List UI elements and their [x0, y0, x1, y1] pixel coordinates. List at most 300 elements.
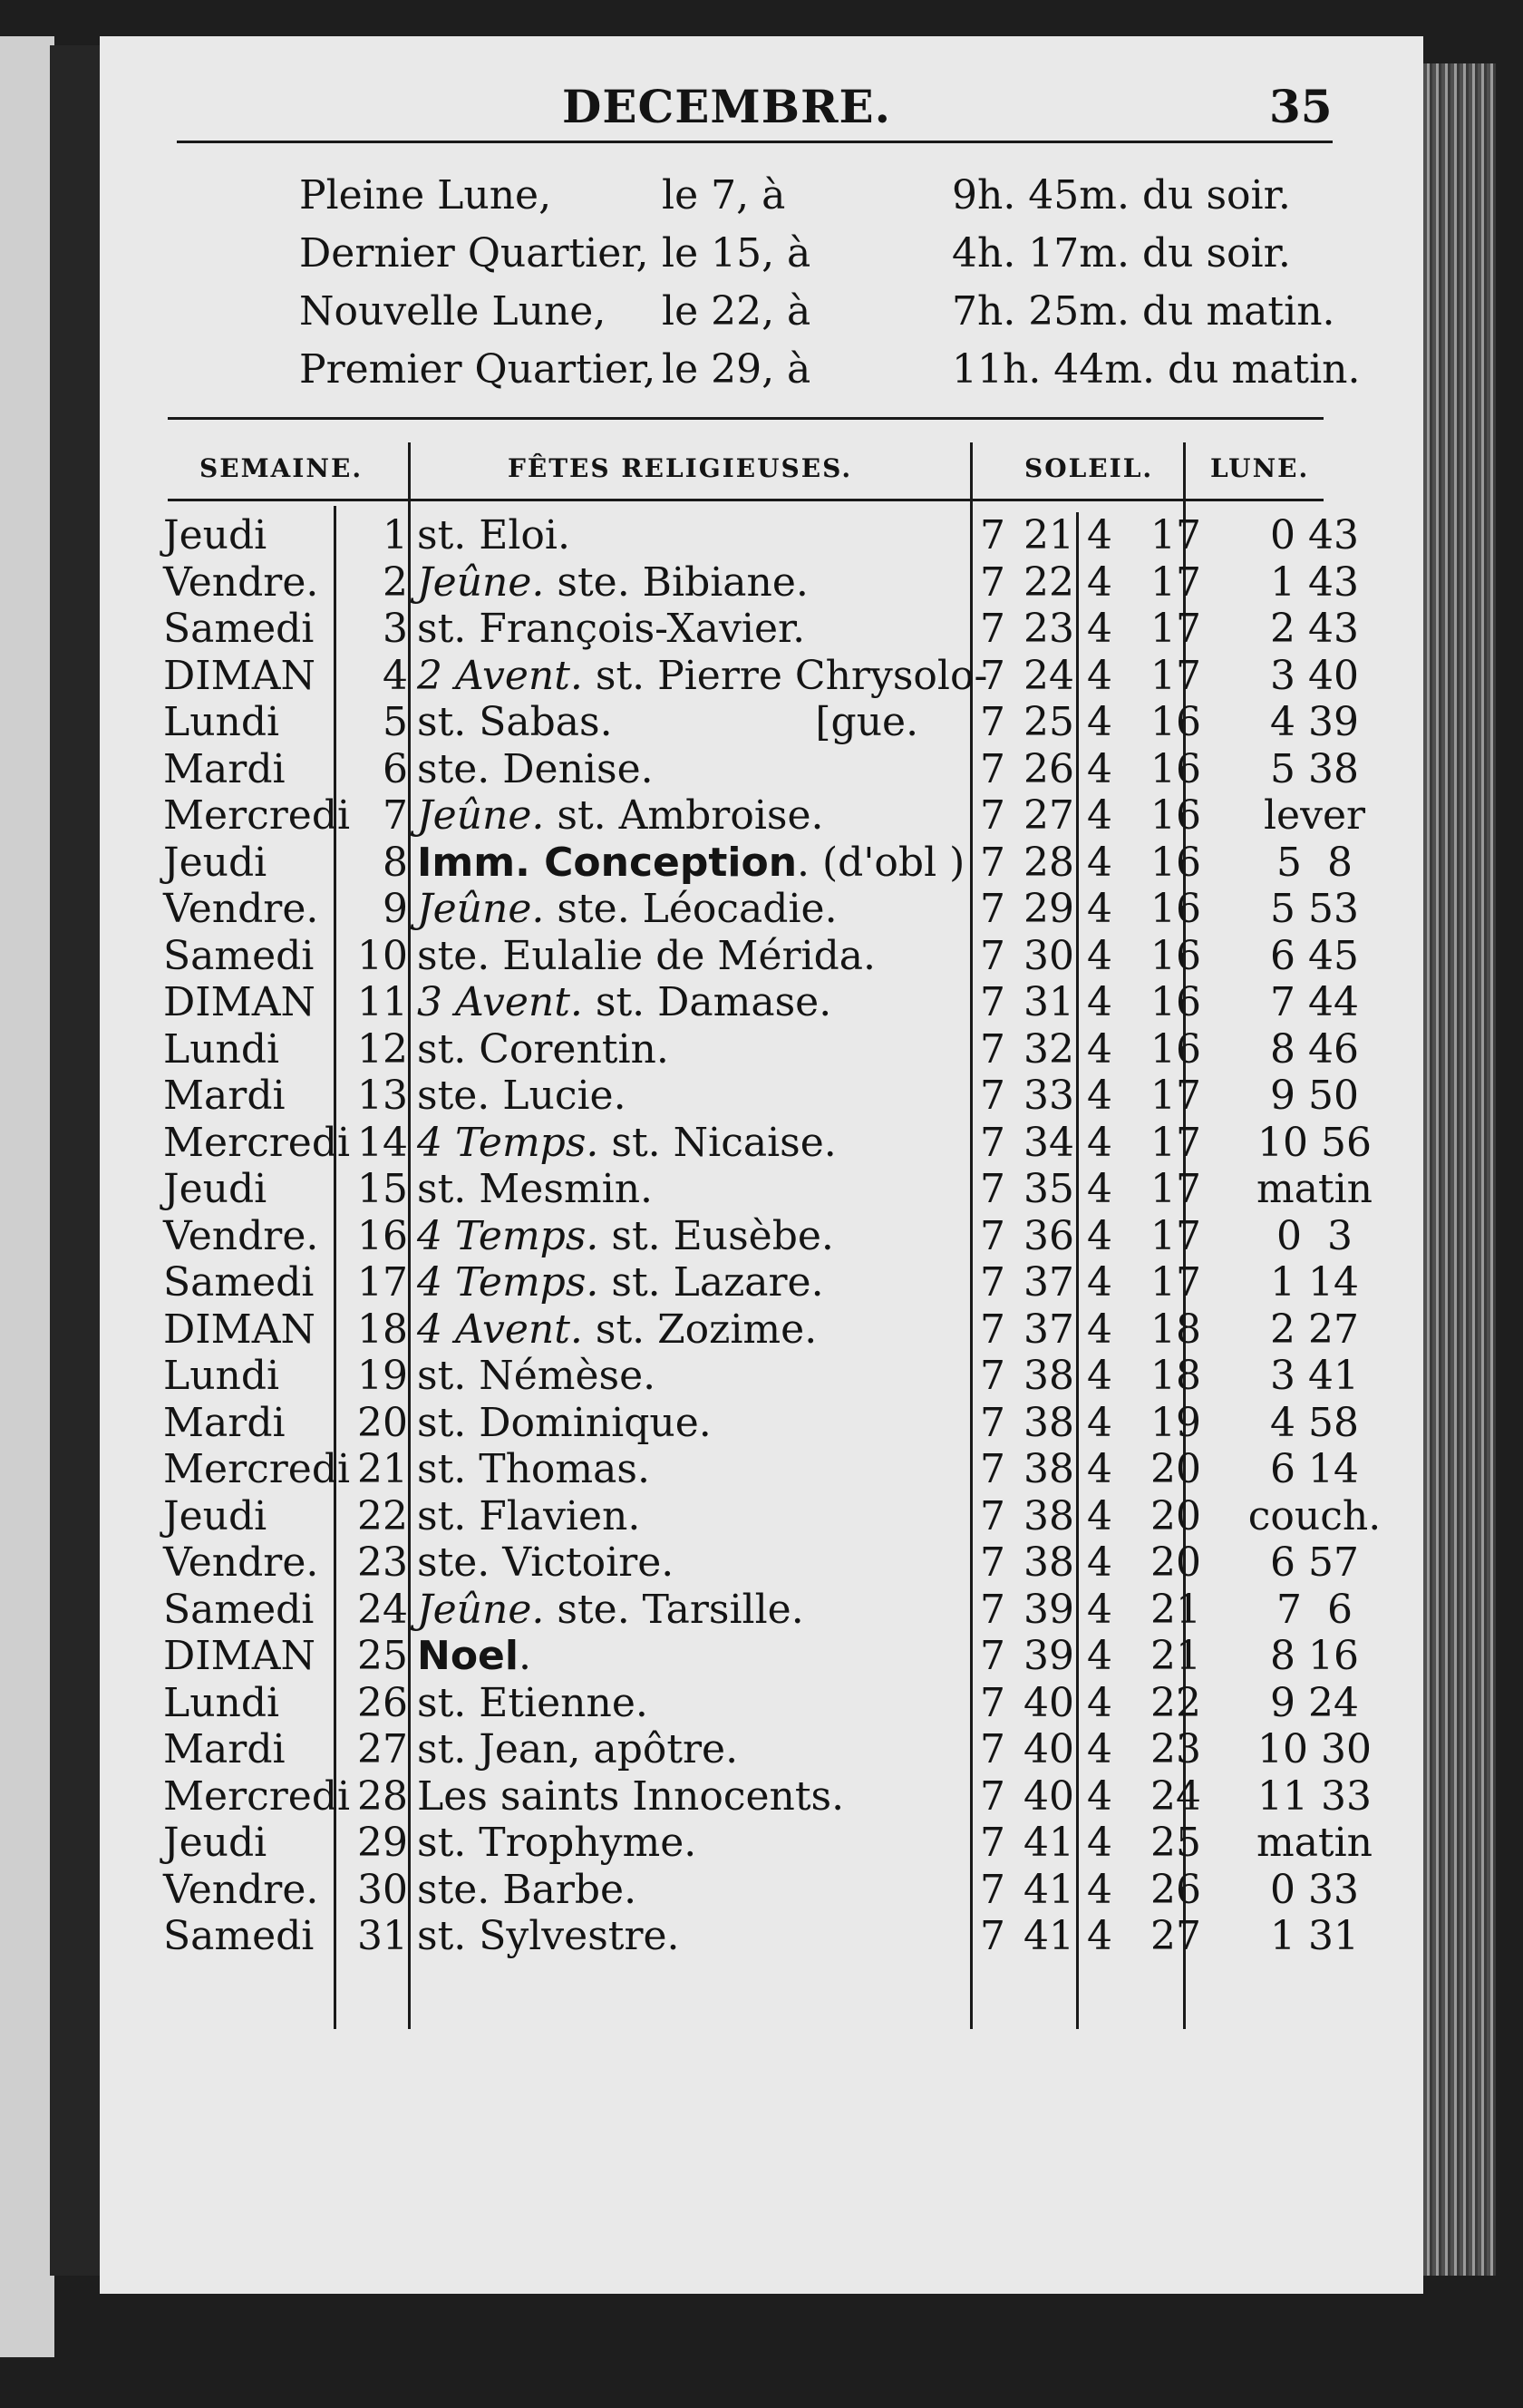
weekday: Jeudi [163, 512, 267, 558]
feast-text [417, 512, 570, 559]
moon-time: 2 27 [1270, 1306, 1359, 1353]
feast-name: Les saints Innocents. [417, 1772, 845, 1820]
sunset-hour: 4 [1087, 1259, 1112, 1306]
weekday: Lundi [163, 1025, 280, 1073]
moon-time: 7 6 [1276, 1586, 1353, 1633]
sunrise-hour: 7 [980, 1025, 1005, 1073]
day-number: 1 [383, 512, 408, 558]
calendar-row [100, 1026, 1423, 1073]
sunrise-minute: 38 [1023, 1446, 1074, 1492]
sunrise-minute: 40 [1023, 1726, 1074, 1772]
day-number: 5 [383, 699, 408, 745]
day-number: 7 [383, 792, 408, 839]
calendar-row [100, 1400, 1423, 1447]
sunrise-hour: 7 [980, 1119, 1005, 1166]
sunset-hour: 4 [1087, 932, 1112, 979]
calendar-row [100, 792, 1423, 840]
weekday: Vendre. [163, 1212, 319, 1259]
feast-text [417, 606, 805, 653]
sunset-minute: 17 [1150, 512, 1201, 558]
feast-prefix: Jeûne. [417, 792, 545, 839]
sunrise-minute: 39 [1023, 1633, 1074, 1679]
feast-name: st. Eusèbe. [611, 1212, 834, 1259]
moon-time: 7 44 [1270, 979, 1359, 1025]
sunset-minute: 17 [1150, 1073, 1201, 1119]
feast-name: st. Nicaise. [611, 1119, 837, 1166]
feast-text [417, 1213, 834, 1260]
sunrise-hour: 7 [980, 1866, 1005, 1913]
sunset-hour: 4 [1087, 1679, 1112, 1726]
feast-name: ste. Victoire. [417, 1539, 674, 1586]
feast-name: st. François-Xavier. [417, 606, 806, 652]
sunset-minute: 21 [1150, 1633, 1201, 1679]
calendar-row [100, 1306, 1423, 1354]
day-number: 16 [357, 1212, 408, 1259]
sunset-minute: 20 [1150, 1539, 1201, 1586]
moon-time: couch. [1247, 1492, 1382, 1539]
calendar-row [100, 1587, 1423, 1634]
sunset-minute: 17 [1150, 1259, 1201, 1306]
sunrise-hour: 7 [980, 1492, 1005, 1539]
calendar-row [100, 1259, 1423, 1306]
moon-time: 10 56 [1257, 1119, 1372, 1166]
calendar-row [100, 1867, 1423, 1914]
day-number: 28 [357, 1772, 408, 1820]
sunrise-minute: 33 [1023, 1073, 1074, 1119]
moon-time: 3 40 [1270, 652, 1359, 699]
weekday: Samedi [163, 932, 315, 979]
weekday: Mardi [163, 1726, 286, 1772]
sunrise-hour: 7 [980, 1633, 1005, 1679]
day-number: 3 [383, 606, 408, 652]
moon-time: matin [1256, 1820, 1373, 1866]
day-number: 14 [357, 1119, 408, 1166]
feast-text [417, 1073, 626, 1120]
weekday: Mercredi [163, 792, 351, 839]
sunrise-minute: 41 [1023, 1913, 1074, 1959]
calendar-row [100, 559, 1423, 607]
day-number: 26 [357, 1679, 408, 1726]
moon-time: 5 8 [1276, 839, 1353, 886]
day-number: 22 [357, 1492, 408, 1539]
sunset-minute: 17 [1150, 558, 1201, 606]
weekday: Mardi [163, 745, 286, 792]
sunset-minute: 17 [1150, 1166, 1201, 1212]
sunrise-minute: 35 [1023, 1166, 1074, 1212]
sunrise-hour: 7 [980, 558, 1005, 606]
day-number: 9 [383, 886, 408, 932]
sunrise-hour: 7 [980, 1353, 1005, 1399]
sunrise-hour: 7 [980, 1820, 1005, 1866]
weekday: Mercredi [163, 1446, 351, 1492]
feast-name: st. Sabas. [gue. [417, 699, 919, 745]
calendar-row [100, 1820, 1423, 1867]
feast-text [417, 1166, 653, 1213]
feast-name: st. Lazare. [611, 1259, 824, 1306]
moon-time: matin [1256, 1166, 1373, 1212]
sunset-minute: 16 [1150, 745, 1201, 792]
sunrise-minute: 22 [1023, 558, 1074, 606]
day-number: 6 [383, 745, 408, 792]
calendar-page [100, 36, 1423, 2294]
sunrise-hour: 7 [980, 1586, 1005, 1633]
weekday: Mardi [163, 1399, 286, 1446]
feast-text [417, 840, 965, 887]
moon-time: 6 14 [1270, 1446, 1359, 1492]
weekday: Samedi [163, 606, 315, 652]
moon-time: 2 43 [1270, 606, 1359, 652]
sunset-hour: 4 [1087, 1772, 1112, 1820]
sunset-hour: 4 [1087, 652, 1112, 699]
sunrise-minute: 32 [1023, 1025, 1074, 1073]
feast-text [417, 979, 831, 1026]
calendar-row [100, 1493, 1423, 1540]
calendar-row [100, 512, 1423, 559]
feast-text [417, 1680, 648, 1727]
book-spine [50, 45, 100, 2276]
sunrise-minute: 34 [1023, 1119, 1074, 1166]
sunrise-minute: 31 [1023, 979, 1074, 1025]
feast-text [417, 1353, 655, 1400]
weekday: DIMAN [163, 1633, 315, 1679]
calendar-row [100, 699, 1423, 746]
sunset-hour: 4 [1087, 1353, 1112, 1399]
feast-name: st. Pierre Chrysolo- [595, 652, 988, 699]
weekday: Samedi [163, 1259, 315, 1306]
sunrise-hour: 7 [980, 652, 1005, 699]
feast-text [417, 1400, 712, 1447]
feast-text [417, 1587, 804, 1634]
phase-time: 4h. 17m. du soir. [952, 230, 1291, 277]
sunset-minute: 22 [1150, 1679, 1201, 1726]
feast-text [417, 1120, 837, 1167]
feast-name: st. Damase. [595, 979, 832, 1025]
moon-time: 3 41 [1270, 1353, 1359, 1399]
sunset-hour: 4 [1087, 1726, 1112, 1772]
feast-prefix: Jeûne. [417, 1586, 545, 1633]
weekday: Lundi [163, 1679, 280, 1726]
sunset-minute: 27 [1150, 1913, 1201, 1959]
sunset-hour: 4 [1087, 792, 1112, 839]
sunrise-hour: 7 [980, 886, 1005, 932]
phase-time: 7h. 25m. du matin. [952, 288, 1335, 335]
calendar-row [100, 1073, 1423, 1120]
day-number: 12 [357, 1025, 408, 1073]
sunset-minute: 23 [1150, 1726, 1201, 1772]
weekday: Vendre. [163, 558, 319, 606]
sunset-minute: 25 [1150, 1820, 1201, 1866]
sunrise-hour: 7 [980, 932, 1005, 979]
phase-date: le 15, à [662, 230, 811, 277]
page-number: 35 [1269, 80, 1333, 133]
sunrise-hour: 7 [980, 1166, 1005, 1212]
sunrise-hour: 7 [980, 1446, 1005, 1492]
sunrise-minute: 38 [1023, 1492, 1074, 1539]
feast-name: st. Eloi. [417, 512, 570, 558]
moon-time: 0 3 [1276, 1212, 1353, 1259]
day-number: 2 [383, 558, 408, 606]
weekday: Jeudi [163, 1492, 267, 1539]
feast-text [417, 1493, 640, 1540]
weekday: Jeudi [163, 1820, 267, 1866]
day-number: 8 [383, 839, 408, 886]
sunrise-hour: 7 [980, 792, 1005, 839]
moon-time: 5 38 [1270, 745, 1359, 792]
weekday: Vendre. [163, 886, 319, 932]
calendar-row [100, 1726, 1423, 1773]
sunrise-hour: 7 [980, 1259, 1005, 1306]
calendar-row [100, 840, 1423, 887]
weekday: Vendre. [163, 1866, 319, 1913]
calendar-row [100, 1633, 1423, 1680]
feast-text [417, 933, 876, 980]
sunrise-minute: 26 [1023, 745, 1074, 792]
day-number: 21 [357, 1446, 408, 1492]
feast-name: st. Némèse. [417, 1353, 656, 1399]
sunset-hour: 4 [1087, 1633, 1112, 1679]
sunrise-minute: 38 [1023, 1539, 1074, 1586]
weekday: DIMAN [163, 652, 315, 699]
sunrise-hour: 7 [980, 512, 1005, 558]
feast-text [417, 699, 918, 746]
sunset-minute: 20 [1150, 1446, 1201, 1492]
sunrise-minute: 41 [1023, 1866, 1074, 1913]
sunrise-hour: 7 [980, 1913, 1005, 1959]
calendar-row [100, 1913, 1423, 1960]
sunset-hour: 4 [1087, 558, 1112, 606]
feast-text [417, 1306, 817, 1354]
weekday: Lundi [163, 699, 280, 745]
sunrise-hour: 7 [980, 1726, 1005, 1772]
sunrise-hour: 7 [980, 1772, 1005, 1820]
sunset-hour: 4 [1087, 606, 1112, 652]
feast-text [417, 1026, 669, 1073]
weekday: Mercredi [163, 1772, 351, 1820]
sunrise-minute: 25 [1023, 699, 1074, 745]
feast-name: ste. Barbe. [417, 1866, 637, 1913]
sunset-minute: 16 [1150, 886, 1201, 932]
sunrise-minute: 21 [1023, 512, 1074, 558]
feast-name: ste. Denise. [417, 745, 654, 792]
moon-time: 0 33 [1270, 1866, 1359, 1913]
moon-time: 11 33 [1257, 1772, 1372, 1820]
sunset-hour: 4 [1087, 1212, 1112, 1259]
day-number: 19 [357, 1353, 408, 1399]
sunrise-minute: 23 [1023, 606, 1074, 652]
sunrise-hour: 7 [980, 1306, 1005, 1353]
feast-name: st. Jean, apôtre. [417, 1726, 739, 1772]
sunrise-minute: 40 [1023, 1679, 1074, 1726]
moon-time: 4 39 [1270, 699, 1359, 745]
phase-time: 11h. 44m. du matin. [952, 346, 1361, 393]
feast-text [417, 1913, 680, 1960]
sunset-hour: 4 [1087, 1820, 1112, 1866]
feast-name: . [518, 1633, 531, 1679]
calendar-row [100, 606, 1423, 653]
moon-time: 8 46 [1270, 1025, 1359, 1073]
day-number: 17 [357, 1259, 408, 1306]
feast-name: ste. Lucie. [417, 1073, 626, 1119]
sunset-hour: 4 [1087, 886, 1112, 932]
day-number: 4 [383, 652, 408, 699]
feast-name: st. Ambroise. [557, 792, 824, 839]
phase-name: Premier Quartier, [299, 346, 656, 393]
day-number: 27 [357, 1726, 408, 1772]
feast-name: st. Corentin. [417, 1025, 669, 1073]
feast-name: ste. Eulalie de Mérida. [417, 932, 876, 979]
feast-text [417, 886, 838, 933]
feast-name: ste. Léocadie. [557, 886, 838, 932]
column-header-lune: LUNE. [1210, 453, 1310, 483]
feast-name: ste. Bibiane. [557, 558, 809, 606]
day-number: 24 [357, 1586, 408, 1633]
weekday: Jeudi [163, 839, 267, 886]
sunset-minute: 16 [1150, 839, 1201, 886]
sunset-hour: 4 [1087, 1913, 1112, 1959]
feast-prefix: 3 Avent. [417, 979, 583, 1025]
weekday: Jeudi [163, 1166, 267, 1212]
sunset-minute: 17 [1150, 606, 1201, 652]
feast-major: Imm. Conception [417, 839, 798, 886]
sunrise-hour: 7 [980, 1399, 1005, 1446]
feast-name: . (d'obl ) [797, 839, 965, 886]
phase-name: Nouvelle Lune, [299, 288, 606, 335]
column-header-soleil: SOLEIL. [1024, 453, 1154, 483]
weekday: Mercredi [163, 1119, 351, 1166]
feast-text [417, 1539, 674, 1587]
sunrise-minute: 37 [1023, 1306, 1074, 1353]
feast-text [417, 1820, 696, 1867]
calendar-row [100, 1353, 1423, 1400]
feast-text [417, 559, 809, 607]
sunset-minute: 16 [1150, 932, 1201, 979]
phases-rule [168, 417, 1324, 420]
sunset-minute: 16 [1150, 699, 1201, 745]
sunset-hour: 4 [1087, 1586, 1112, 1633]
calendar-row [100, 1446, 1423, 1493]
calendar-row [100, 1213, 1423, 1260]
sunrise-hour: 7 [980, 1679, 1005, 1726]
sunrise-minute: 38 [1023, 1399, 1074, 1446]
column-header-fetes: FÊTES RELIGIEUSES. [508, 453, 853, 483]
feast-text [417, 1726, 738, 1773]
day-number: 13 [357, 1073, 408, 1119]
phase-date: le 22, à [662, 288, 811, 335]
moon-time: 8 16 [1270, 1633, 1359, 1679]
feast-text [417, 746, 654, 793]
weekday: Mardi [163, 1073, 286, 1119]
feast-name: st. Sylvestre. [417, 1913, 680, 1959]
weekday: Samedi [163, 1586, 315, 1633]
feast-prefix: 4 Temps. [417, 1259, 599, 1306]
weekday: Vendre. [163, 1539, 319, 1586]
feast-prefix: Jeûne. [417, 886, 545, 932]
sunrise-minute: 37 [1023, 1259, 1074, 1306]
moon-time: lever [1263, 792, 1366, 839]
feast-text [417, 1867, 636, 1914]
feast-name: st. Zozime. [595, 1306, 818, 1353]
weekday: DIMAN [163, 979, 315, 1025]
calendar-row [100, 1539, 1423, 1587]
feast-name: st. Flavien. [417, 1492, 641, 1539]
phase-time: 9h. 45m. du soir. [952, 172, 1291, 218]
sunrise-minute: 28 [1023, 839, 1074, 886]
moon-time: 5 53 [1270, 886, 1359, 932]
sunrise-hour: 7 [980, 1539, 1005, 1586]
sunrise-minute: 30 [1023, 932, 1074, 979]
column-header-rule [168, 499, 1324, 501]
sunset-minute: 18 [1150, 1306, 1201, 1353]
day-number: 23 [357, 1539, 408, 1586]
sunrise-hour: 7 [980, 606, 1005, 652]
sunset-hour: 4 [1087, 1399, 1112, 1446]
sunset-minute: 24 [1150, 1772, 1201, 1820]
calendar-row [100, 653, 1423, 700]
sunset-hour: 4 [1087, 1025, 1112, 1073]
day-number: 10 [357, 932, 408, 979]
day-number: 11 [357, 979, 408, 1025]
phase-name: Pleine Lune, [299, 172, 552, 218]
sunset-minute: 17 [1150, 652, 1201, 699]
sunset-hour: 4 [1087, 1866, 1112, 1913]
sunset-minute: 17 [1150, 1212, 1201, 1259]
feast-text [417, 1773, 844, 1821]
sunset-minute: 17 [1150, 1119, 1201, 1166]
sunset-minute: 16 [1150, 792, 1201, 839]
sunset-hour: 4 [1087, 1166, 1112, 1212]
sunrise-minute: 24 [1023, 652, 1074, 699]
moon-time: 1 14 [1270, 1259, 1359, 1306]
sunrise-minute: 39 [1023, 1586, 1074, 1633]
sunrise-minute: 38 [1023, 1353, 1074, 1399]
feast-prefix: 4 Temps. [417, 1119, 599, 1166]
sunrise-minute: 29 [1023, 886, 1074, 932]
day-number: 20 [357, 1399, 408, 1446]
moon-time: 0 43 [1270, 512, 1359, 558]
sunset-hour: 4 [1087, 1539, 1112, 1586]
feast-name: st. Thomas. [417, 1446, 650, 1492]
sunset-hour: 4 [1087, 979, 1112, 1025]
day-number: 30 [357, 1866, 408, 1913]
feast-name: st. Trophyme. [417, 1820, 697, 1866]
sunset-hour: 4 [1087, 699, 1112, 745]
header-rule [177, 141, 1333, 143]
moon-time: 10 30 [1257, 1726, 1372, 1772]
page-title: DECEMBRE. [562, 80, 892, 133]
calendar-row [100, 886, 1423, 933]
sunset-minute: 18 [1150, 1353, 1201, 1399]
calendar-row [100, 1680, 1423, 1727]
sunrise-hour: 7 [980, 979, 1005, 1025]
sunset-minute: 26 [1150, 1866, 1201, 1913]
moon-time: 1 43 [1270, 558, 1359, 606]
weekday: DIMAN [163, 1306, 315, 1353]
column-header-semaine: SEMAINE. [199, 453, 364, 483]
feast-text [417, 1259, 824, 1306]
sunset-minute: 21 [1150, 1586, 1201, 1633]
feast-name: st. Etienne. [417, 1679, 648, 1726]
calendar-row [100, 1120, 1423, 1167]
sunset-hour: 4 [1087, 1073, 1112, 1119]
moon-time: 4 58 [1270, 1399, 1359, 1446]
moon-time: 9 50 [1270, 1073, 1359, 1119]
sunset-minute: 20 [1150, 1492, 1201, 1539]
calendar-row [100, 1773, 1423, 1821]
calendar-row [100, 979, 1423, 1026]
calendar-row [100, 1166, 1423, 1213]
sunrise-minute: 40 [1023, 1772, 1074, 1820]
sunrise-minute: 41 [1023, 1820, 1074, 1866]
